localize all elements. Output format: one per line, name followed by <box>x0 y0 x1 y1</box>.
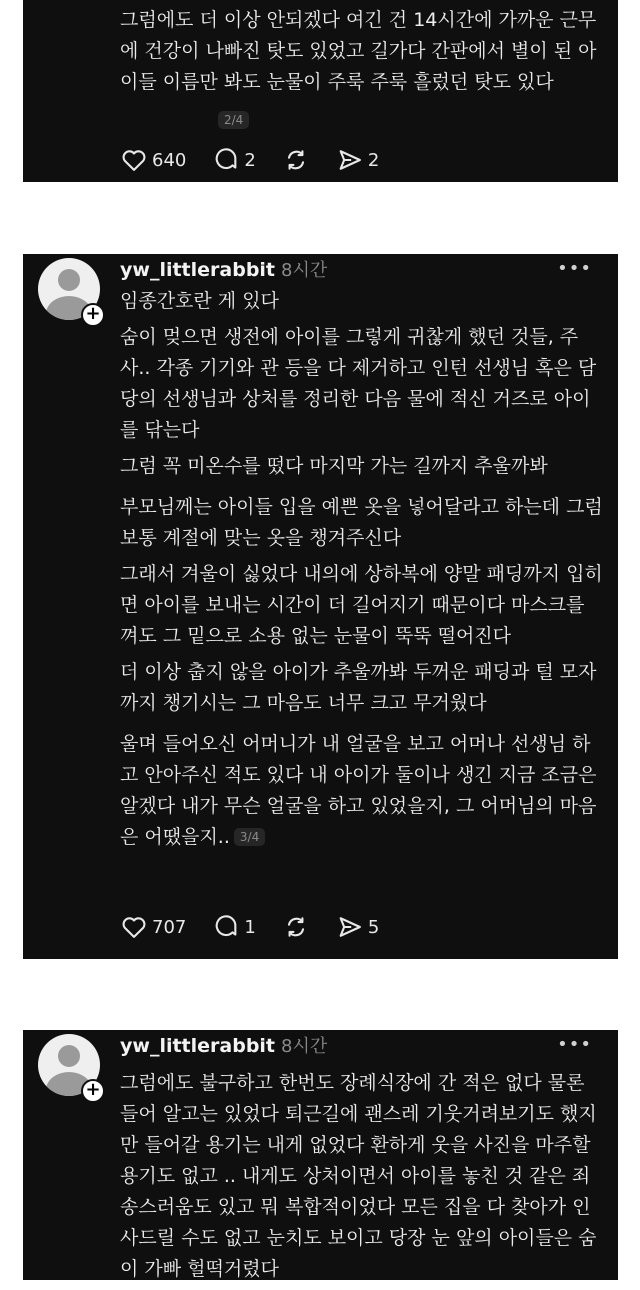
reply-button[interactable] <box>212 146 255 174</box>
post-time: 8시간 <box>281 260 328 281</box>
repost-button[interactable] <box>282 913 310 941</box>
avatar[interactable] <box>38 1034 102 1098</box>
post-paragraph: 숨이 멎으면 생전에 아이를 그렇게 귀찮게 했던 것들, 주사.. 각종 기기와 관 등을 다 제거하고 인턴 선생님 혹은 담당의 선생님과 상처를 정리한 다음 물에 적신 거즈로 아이를 닦는다 <box>120 326 597 441</box>
more-options-icon[interactable]: ••• <box>557 258 592 279</box>
heart-icon <box>120 913 148 941</box>
post-paragraph-text: 울며 들어오신 어머니가 내 얼굴을 보고 어머나 선생님 하고 안아주신 적도 있다 내 아이가 둘이나 생긴 지금 조금은 알겠다 내가 무슨 얼굴을 하고 있었을지, 그 어머님의 마음은 어땠을지.. <box>120 733 597 848</box>
page-indicator: 3/4 <box>234 828 265 846</box>
repost-icon <box>282 146 310 174</box>
heart-icon <box>120 146 148 174</box>
share-button[interactable] <box>336 913 379 941</box>
post-paragraph: 그럼에도 더 이상 안되겠다 여긴 건 14시간에 가까운 근무에 건강이 나빠진 탓도 있었고 길가다 간판에서 별이 된 아이들 이름만 봐도 눈물이 주룩 주룩 흘렀던 탓도 있다 <box>120 9 597 93</box>
like-button[interactable] <box>120 146 186 174</box>
post-text <box>120 286 604 858</box>
repost-icon <box>282 913 310 941</box>
send-icon <box>336 913 364 941</box>
post-paragraph: 그럼에도 불구하고 한번도 장례식장에 간 적은 없다 물론 들어 알고는 있었다 퇴근길에 괜스레 기웃거려보기도 했지만 들어갈 용기는 내게 없었다 환하게 웃을 사진을 마주할 용기도 없고 .. 내게도 상처이면서 아이를 놓친 것 같은 죄송스러움도 있고 뭐 복합적이었다 모든 집을 다 찾아가 인사드릴 수도 없고 눈치도 보이고 당장 눈 앞의 아이들은 숨이 가빠 헐떡거렸다 <box>120 1072 597 1280</box>
post-card <box>23 0 618 182</box>
more-options-icon[interactable]: ••• <box>557 1034 592 1055</box>
like-count: 640 <box>152 149 187 171</box>
post-paragraph: 그래서 겨울이 싫었다 내의에 상하복에 양말 패딩까지 입히면 아이를 보내는 시간이 더 길어지기 때문이다 마스크를 껴도 그 밑으로 소용 없는 눈물이 뚝뚝 떨어진다 <box>120 563 603 647</box>
repost-button[interactable] <box>282 146 310 174</box>
reply-count: 1 <box>244 916 256 938</box>
like-button[interactable] <box>120 913 186 941</box>
follow-plus-icon[interactable]: + <box>81 1079 105 1103</box>
post-paragraph: 더 이상 춥지 않을 아이가 추울까봐 두꺼운 패딩과 털 모자까지 챙기시는 그 마음도 너무 크고 무거웠다 <box>120 661 597 714</box>
username-text: yw_littlerabbit <box>120 259 276 281</box>
avatar[interactable] <box>38 258 102 322</box>
post-text <box>120 1068 604 1290</box>
post-actions <box>120 146 405 174</box>
post-paragraph: 부모님께는 아이들 입을 예쁜 옷을 넣어달라고 하는데 그럼 보통 계절에 맞는 옷을 챙겨주신다 <box>120 496 603 549</box>
comment-icon <box>212 913 240 941</box>
username[interactable] <box>120 1032 327 1058</box>
post-card <box>23 1030 618 1280</box>
username-text: yw_littlerabbit <box>120 1035 276 1057</box>
share-count: 2 <box>367 149 380 171</box>
send-icon <box>336 146 364 174</box>
follow-plus-icon[interactable]: + <box>81 303 105 327</box>
comment-icon <box>212 146 240 174</box>
page-indicator: 2/4 <box>218 111 249 129</box>
share-count: 5 <box>367 916 380 938</box>
post-card <box>23 254 618 959</box>
post-time: 8시간 <box>281 1036 328 1057</box>
post-text <box>120 5 604 103</box>
reply-button[interactable] <box>212 913 255 941</box>
post-paragraph <box>120 729 604 853</box>
like-count: 707 <box>152 916 187 938</box>
post-paragraph: 임종간호란 게 있다 <box>120 290 279 312</box>
post-paragraph: 그럼 꼭 미온수를 떴다 마지막 가는 길까지 추울까봐 <box>120 455 548 477</box>
reply-count: 2 <box>244 149 256 171</box>
share-button[interactable] <box>336 146 379 174</box>
username[interactable] <box>120 256 327 282</box>
post-actions <box>120 913 405 941</box>
